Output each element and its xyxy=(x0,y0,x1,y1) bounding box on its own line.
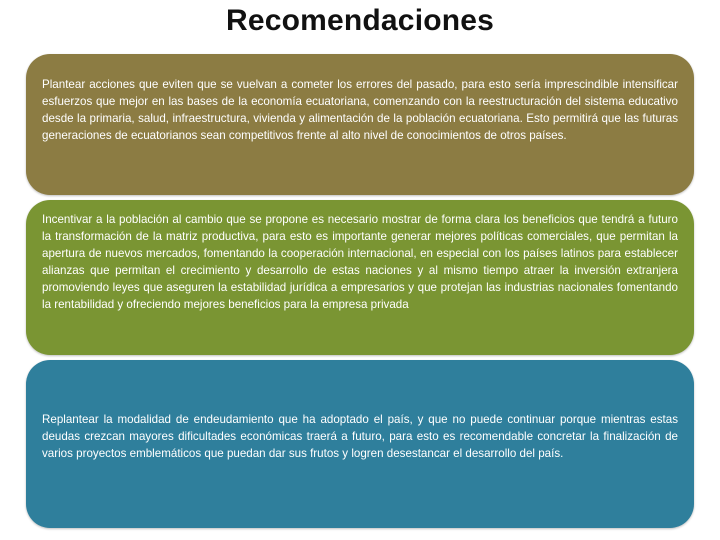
recommendation-card-2 xyxy=(26,200,694,355)
recommendation-text-1: Plantear acciones que eviten que se vuelvan a cometer los errores del pasado, para esto sería imprescindible intensificar esfuerzos que mejor en las bases de la economía ecuatoriana, comenzando con la reestructuración del sistema educativo desde la primaria, salud, infraestructura, vivienda y alimentación de la población ecuatoriana. Esto permitirá que las futuras generaciones de ecuatorianos sean competitivos frente al alto nivel de conocimientos de otros países. xyxy=(42,78,678,142)
recommendation-card-1 xyxy=(26,54,694,195)
page-title: Recomendaciones xyxy=(225,4,495,37)
recommendation-text-3: Replantear la modalidad de endeudamiento que ha adoptado el país, y que no puede continuar porque mientras estas deudas crezcan mayores dificultades económicas traerá a futuro, para esto es recomendable concretar la finalización de varios proyectos emblemáticos que puedan dar sus frutos y logren desestancar el desarrollo del país. xyxy=(42,413,678,460)
recommendation-text-2: Incentivar a la población al cambio que se propone es necesario mostrar de forma clara los beneficios que tendrá a futuro la transformación de la matriz productiva, para esto es importante generar mejores políticas comerciales, que permitan la apertura de nuevos mercados, fomentando la cooperación internacional, en especial con los países latinos para establecer alianzas que permitan el crecimiento y desarrollo de estas naciones y al mismo tiempo atraer la inversión extranjera promoviendo leyes que aseguren la estabilidad jurídica a empresarios y que protejan las industrias nacionales fomentando la rentabilidad y ofreciendo mejores beneficios para la empresa privada xyxy=(42,213,678,311)
recommendation-card-3 xyxy=(26,360,694,528)
